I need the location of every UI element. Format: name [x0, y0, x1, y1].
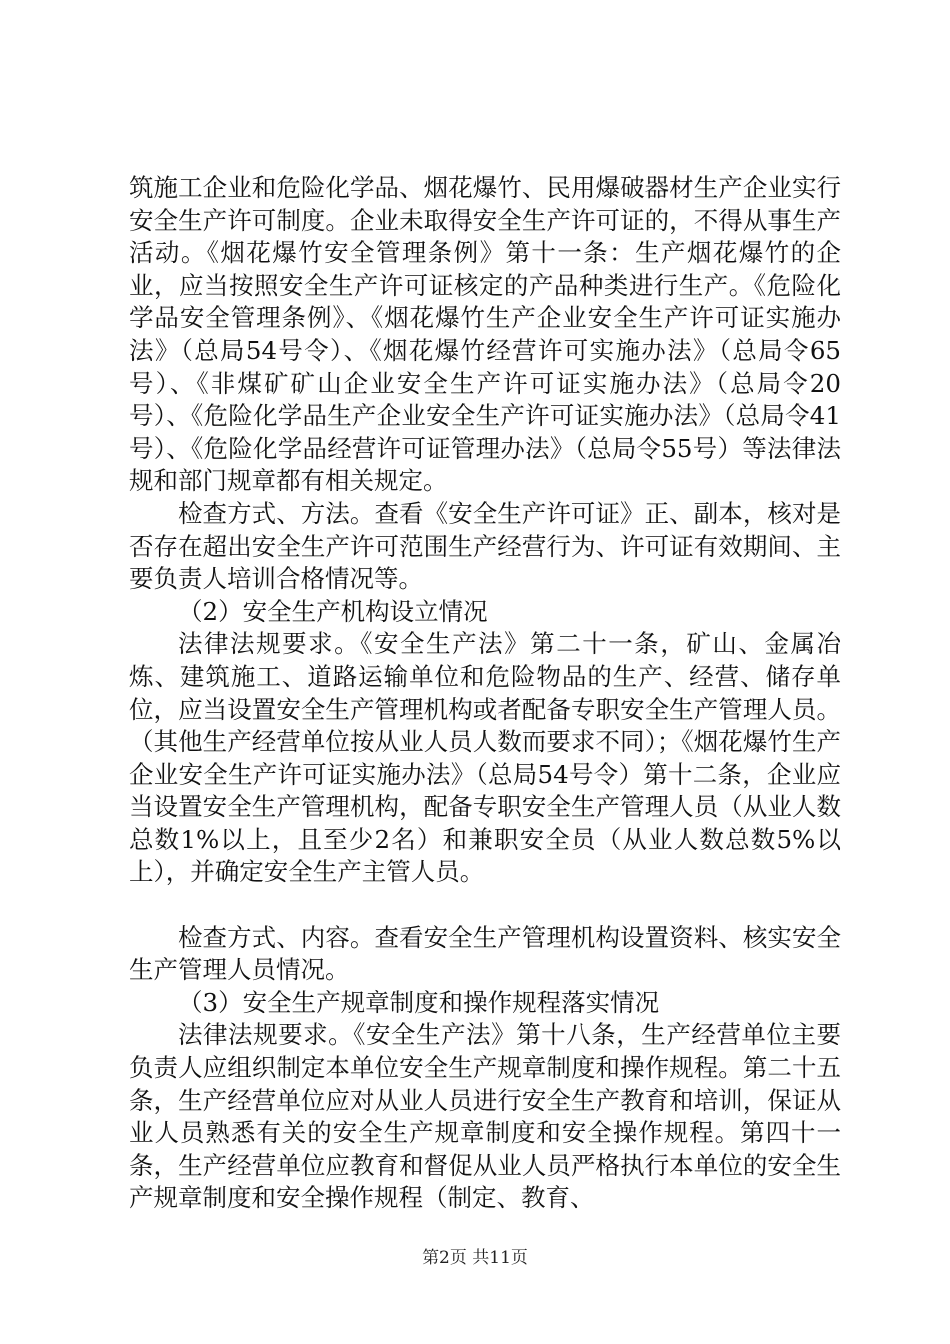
section-heading-2: （2）安全生产机构设立情况: [178, 596, 488, 626]
section-heading-3: （3）安全生产规章制度和操作规程落实情况: [178, 987, 660, 1017]
blank-line: [129, 889, 841, 922]
paragraph-continuation: 筑施工企业和危险化学品、烟花爆竹、民用爆破器材生产企业实行安全生产许可制度。企业未取得安全生产许可证的，不得从事生产活动。《烟花爆竹安全管理条例》第十一条：生产烟花爆竹的企业，应当按照安全生产许可证核定的产品种类进行生产。《危险化学品安全管理条例》、《烟花爆竹生产企业安全生产许可证实施办法》（总局54号令）、《烟花爆竹经营许可实施办法》（总局令65号）、《非煤矿矿山企业安全生产许可证实施办法》（总局令20号）、《危险化学品生产企业安全生产许可证实施办法》（总局令41号）、《危险化学品经营许可证管理办法》（总局令55号）等法律法规和部门规章都有相关规定。: [129, 173, 841, 496]
paragraph-inspection-content: 检查方式、内容。查看安全生产管理机构设置资料、核实安全生产管理人员情况。: [129, 922, 841, 985]
paragraph-rules-requirements: 法律法规要求。《安全生产法》第十八条，生产经营单位主要负责人应组织制定本单位安全生产规章制度和操作规程。第二十五条，生产经营单位应对从业人员进行安全生产教育和培训，保证从业人员熟悉有关的安全生产规章制度和安全操作规程。第四十一条，生产经营单位应教育和督促从业人员严格执行本单位的安全生产规章制度和安全操作规程（制定、教育、: [129, 1020, 841, 1213]
page-footer: 第2页 共11页: [422, 1248, 528, 1268]
paragraph-legal-requirements: 法律法规要求。《安全生产法》第二十一条，矿山、金属冶炼、建筑施工、道路运输单位和危险物品的生产、经营、储存单位，应当设置安全生产管理机构或者配备专职安全生产管理人员。（其他生产经营单位按从业人员人数而要求不同）；《烟花爆竹生产企业安全生产许可证实施办法》（总局54号令）第十二条，企业应当设置安全生产管理机构，配备专职安全生产管理人员（从业人数总数1%以上，且至少2名）和兼职安全员（从业人数总数5%以上），并确定安全生产主管人员。: [129, 629, 841, 887]
paragraph-inspection-method: 检查方式、方法。查看《安全生产许可证》正、副本，核对是否存在超出安全生产许可范围生产经营行为、许可证有效期间、主要负责人培训合格情况等。: [129, 498, 841, 594]
document-page: [129, 172, 841, 1215]
